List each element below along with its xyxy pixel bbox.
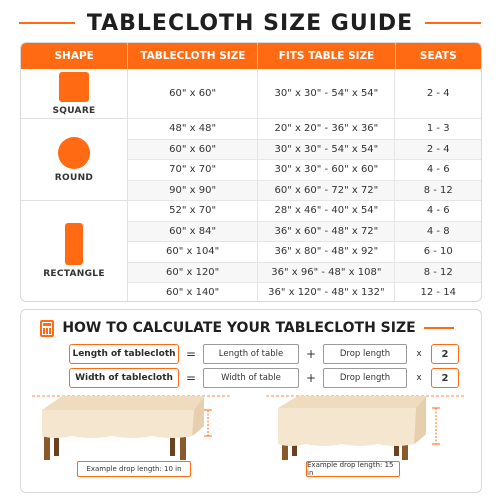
circle-icon — [58, 137, 90, 169]
seats-cell: 1 - 3 — [426, 123, 450, 135]
tablecloth-size-cell: 52" x 70" — [128, 201, 258, 221]
table-row — [128, 201, 481, 222]
fits-table-cell: 30" x 30" - 54" x 54" — [258, 140, 395, 160]
seats-cell: 6 - 10 — [423, 246, 453, 258]
seats-cell: 12 - 14 — [420, 287, 456, 299]
seats-cell: 2 - 4 — [426, 88, 450, 99]
title-right-rule — [425, 22, 481, 24]
plus-sign: + — [305, 371, 317, 385]
fits-table-cell: 36" x 60" - 48" x 72" — [258, 222, 395, 242]
length-of-tablecloth-label: Length of tablecloth — [69, 344, 179, 364]
seats-cell: 8 - 12 — [423, 184, 453, 196]
size-table — [20, 42, 482, 302]
table-row — [128, 242, 481, 263]
rectangle-icon — [65, 223, 83, 265]
width-of-table-box: Width of table — [203, 368, 299, 388]
fits-table-cell: 36" x 120" - 48" x 132" — [258, 283, 395, 302]
equals-sign: = — [185, 347, 197, 361]
calc-header — [21, 316, 481, 340]
drop-length-box: Drop length — [323, 368, 407, 388]
tablecloth-size-cell: 60" x 140" — [128, 283, 258, 302]
shape-label: SQUARE — [52, 105, 96, 116]
tablecloth-size-cell: 70" x 70" — [128, 160, 258, 180]
fits-table-cell: 60" x 60" - 72" x 72" — [258, 181, 395, 201]
table-row — [128, 263, 481, 284]
seats-cell: 4 - 6 — [426, 164, 450, 176]
square-icon — [59, 72, 89, 102]
title-left-rule — [19, 22, 75, 24]
tablecloth-size-cell: 90" x 90" — [128, 181, 258, 201]
tablecloth-size-cell: 60" x 120" — [128, 263, 258, 283]
shape-cell-round — [21, 119, 128, 201]
example-drop-length-10in: Example drop length: 10 in — [77, 461, 191, 477]
header-fits-table-size: FITS TABLE SIZE — [258, 43, 395, 69]
tablecloth-size-cell: 48" x 48" — [128, 119, 258, 139]
table-row — [128, 181, 481, 202]
fits-table-cell: 30" x 30" - 60" x 60" — [258, 160, 395, 180]
table-row — [128, 69, 481, 119]
header-shape: SHAPE — [21, 43, 128, 69]
table-illustration-10in — [32, 392, 232, 460]
shape-cell-rectangle — [21, 201, 128, 301]
tablecloth-size-cell: 60" x 104" — [128, 242, 258, 262]
table-row — [128, 283, 481, 302]
plus-sign: + — [305, 347, 317, 361]
calc-title: HOW TO CALCULATE YOUR TABLECLOTH SIZE — [62, 320, 416, 336]
equals-sign: = — [185, 371, 197, 385]
table-row — [128, 222, 481, 243]
fits-table-cell: 36" x 96" - 48" x 108" — [258, 263, 395, 283]
multiplier-box: 2 — [431, 344, 459, 364]
tablecloth-size-cell: 60" x 84" — [128, 222, 258, 242]
seats-cell: 8 - 12 — [423, 266, 453, 278]
seats-cell: 4 - 6 — [426, 205, 450, 217]
width-of-tablecloth-label: Width of tablecloth — [69, 368, 179, 388]
page-title: TABLECLOTH SIZE GUIDE — [86, 10, 414, 36]
tablecloth-size-cell: 60" x 60" — [128, 140, 258, 160]
header-tablecloth-size: TABLECLOTH SIZE — [128, 43, 258, 69]
fits-table-cell: 36" x 80" - 48" x 92" — [258, 242, 395, 262]
table-row — [128, 160, 481, 181]
calculator-icon — [40, 320, 54, 337]
fits-table-cell: 20" x 20" - 36" x 36" — [258, 119, 395, 139]
shape-label: RECTANGLE — [43, 269, 105, 279]
table-body — [128, 69, 481, 302]
table-header — [21, 43, 481, 69]
multiplier-box: 2 — [431, 368, 459, 388]
length-formula — [69, 344, 459, 364]
width-formula — [69, 368, 459, 388]
drop-length-box: Drop length — [323, 344, 407, 364]
seats-cell: 4 - 8 — [426, 225, 450, 237]
shape-label: ROUND — [54, 172, 94, 183]
seats-cell: 2 - 4 — [426, 143, 450, 155]
fits-table-cell: 30" x 30" - 54" x 54" — [258, 69, 395, 118]
table-row — [128, 119, 481, 140]
page-header — [0, 6, 500, 40]
header-seats: SEATS — [419, 50, 457, 62]
calc-title-rule — [424, 327, 454, 329]
fits-table-cell: 28" x 46" - 40" x 54" — [258, 201, 395, 221]
table-illustration-15in — [266, 392, 466, 460]
length-of-table-box: Length of table — [203, 344, 299, 364]
shape-cell-square — [21, 69, 128, 119]
table-row — [128, 140, 481, 161]
example-drop-length-15in: Example drop length: 15 in — [306, 461, 400, 477]
times-sign: x — [416, 349, 422, 359]
times-sign: x — [416, 373, 422, 383]
tablecloth-size-cell: 60" x 60" — [128, 69, 258, 118]
